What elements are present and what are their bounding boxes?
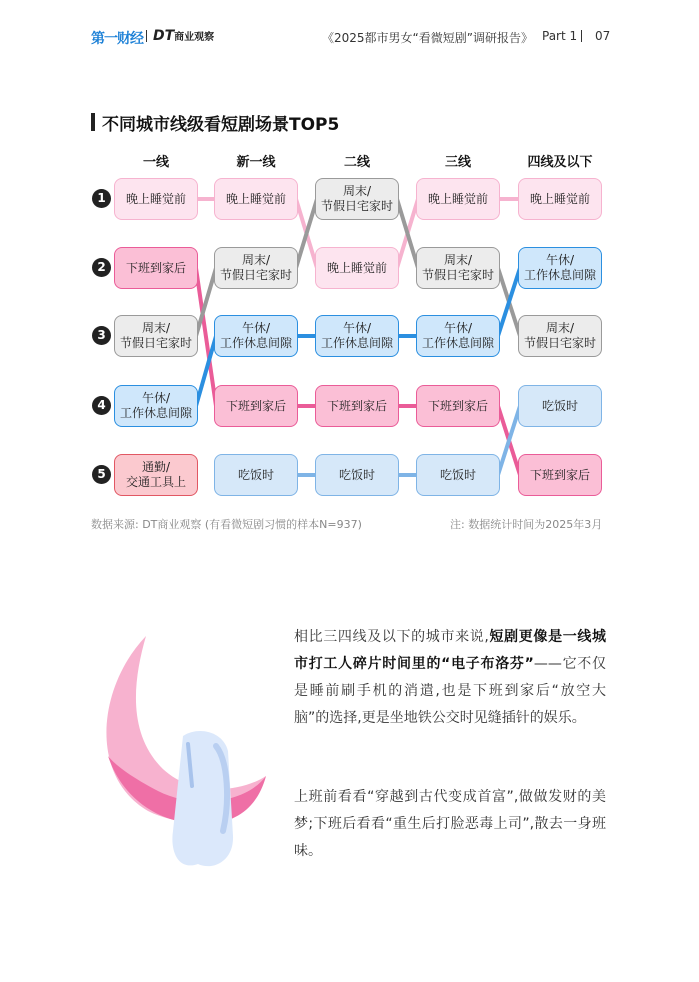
scene-node-sleep: 晚上睡觉前 [214,178,298,220]
paragraph-1 [294,624,606,732]
scene-node-break: 午休/ 工作休息间隙 [214,315,298,357]
column-header: 一线 [142,155,169,170]
part-label: Part 1 [542,29,578,43]
rank-badge: 4 [92,396,111,415]
scene-node-weekend: 周末/ 节假日宅家时 [214,247,298,289]
scene-node-sleep: 晚上睡觉前 [315,247,399,289]
scene-node-weekend: 周末/ 节假日宅家时 [114,315,198,357]
towel-shape [172,731,233,866]
rank-badge: 1 [92,189,111,208]
scene-node-sleep: 晚上睡觉前 [518,178,602,220]
p1-bold: 短剧更像是一线城市打工人碎片时间里的“电子布洛芬” [294,629,607,672]
dt-logo-brand: DT [153,28,175,44]
connector-work [196,268,216,406]
column-header: 新一线 [236,155,276,170]
first-finance-logo: 第一财经 [91,31,143,47]
scene-node-work: 下班到家后 [518,454,602,496]
column-header: 四线及以下 [527,155,593,170]
column-header: 三线 [444,155,471,170]
scene-node-work: 下班到家后 [416,385,500,427]
scene-node-eat: 吃饭时 [518,385,602,427]
scene-node-break: 午休/ 工作休息间隙 [114,385,198,427]
scene-node-commute: 通勤/ 交通工具上 [114,454,198,496]
data-note: 注: 数据统计时间为2025年3月 [450,518,603,531]
scene-node-work: 下班到家后 [114,247,198,289]
rank-badge: 3 [92,326,111,345]
section-title: 不同城市线级看短剧场景TOP5 [102,115,340,135]
scene-node-weekend: 周末/ 节假日宅家时 [518,315,602,357]
scene-node-break: 午休/ 工作休息间隙 [518,247,602,289]
scene-node-weekend: 周末/ 节假日宅家时 [315,178,399,220]
scene-node-work: 下班到家后 [214,385,298,427]
scene-node-eat: 吃饭时 [214,454,298,496]
scene-node-eat: 吃饭时 [416,454,500,496]
scene-node-break: 午休/ 工作休息间隙 [315,315,399,357]
rank-badge: 2 [92,258,111,277]
scene-node-work: 下班到家后 [315,385,399,427]
rank-badge: 5 [92,465,111,484]
scene-node-eat: 吃饭时 [315,454,399,496]
scene-node-sleep: 晚上睡觉前 [416,178,500,220]
scene-node-sleep: 晚上睡觉前 [114,178,198,220]
scene-node-break: 午休/ 工作休息间隙 [416,315,500,357]
p1-text-b: ——它不仅是睡前刷手机的消遣,也是下班到家后“放空大脑”的选择,更是坐地铁公交时见缝插针的娱乐。 [294,656,607,726]
column-header: 二线 [343,155,370,170]
report-title: 《2025都市男女“看微短剧”调研报告》 [322,31,533,45]
scene-node-weekend: 周末/ 节假日宅家时 [416,247,500,289]
page-number: 07 [595,29,611,43]
data-source: 数据来源: DT商业观察 (有看微短剧习惯的样本N=937) [91,518,362,531]
dt-logo-sub: 商业观察 [174,32,215,43]
p1-text-a: 相比三四线及以下的城市来说, [294,629,489,645]
paragraph-2: 上班前看看“穿越到古代变成首富”,做做发财的美梦;下班后看看“重生后打脸恶毒上司”,散去一身班味。 [294,789,606,859]
moon-illustration [88,626,273,876]
